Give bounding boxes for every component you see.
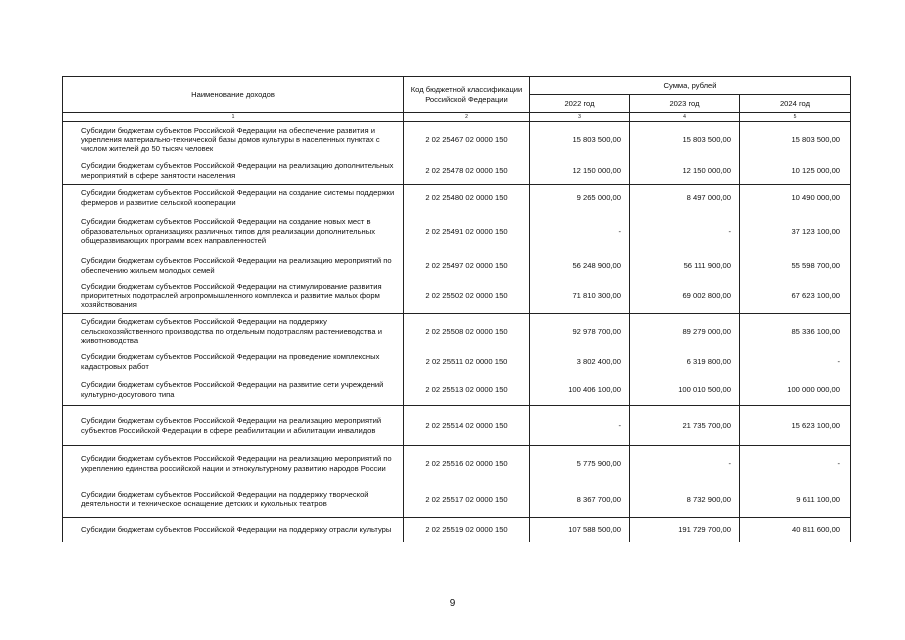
row-code: 2 02 25467 02 0000 150: [404, 122, 530, 158]
header-year-2023: 2023 год: [630, 95, 740, 113]
row-name: Субсидии бюджетам субъектов Российской Федерации на реализацию дополнительных мероприятий в сфере занятости населения: [63, 158, 404, 185]
row-amount-2024: -: [740, 446, 851, 482]
row-name: Субсидии бюджетам субъектов Российской Федерации на реализацию мероприятий по обеспечению жильем молодых семей: [63, 253, 404, 279]
table-row: [63, 482, 851, 518]
row-amount-2022: 3 802 400,00: [530, 349, 630, 375]
column-number: 4: [630, 113, 740, 122]
row-code: 2 02 25497 02 0000 150: [404, 253, 530, 279]
row-amount-2023: 100 010 500,00: [630, 375, 740, 406]
column-number: 2: [404, 113, 530, 122]
header-sum: Сумма, рублей: [530, 77, 851, 95]
row-amount-2022: 107 588 500,00: [530, 518, 630, 542]
row-code: 2 02 25502 02 0000 150: [404, 279, 530, 314]
table-row: [63, 279, 851, 314]
row-amount-2023: 8 732 900,00: [630, 482, 740, 518]
row-amount-2022: -: [530, 211, 630, 253]
table-row: [63, 253, 851, 279]
header-year-2024: 2024 год: [740, 95, 851, 113]
table-row: [63, 518, 851, 542]
row-name: Субсидии бюджетам субъектов Российской Федерации на реализацию мероприятий по укреплению единства российской нации и этнокультурному развитию народов России: [63, 446, 404, 482]
row-amount-2024: 10 125 000,00: [740, 158, 851, 185]
column-number: 5: [740, 113, 851, 122]
row-amount-2024: 15 803 500,00: [740, 122, 851, 158]
row-amount-2024: 37 123 100,00: [740, 211, 851, 253]
row-name: Субсидии бюджетам субъектов Российской Федерации на поддержку творческой деятельности и техническое оснащение детских и кукольных театров: [63, 482, 404, 518]
row-code: 2 02 25516 02 0000 150: [404, 446, 530, 482]
table-row: [63, 349, 851, 375]
row-name: Субсидии бюджетам субъектов Российской Федерации на стимулирование развития приоритетных подотраслей агропромышленного комплекса и развитие малых форм хозяйствования: [63, 279, 404, 314]
row-amount-2022: 100 406 100,00: [530, 375, 630, 406]
row-amount-2023: 8 497 000,00: [630, 185, 740, 211]
row-name: Субсидии бюджетам субъектов Российской Федерации на создание системы поддержки фермеров и развитие сельской кооперации: [63, 185, 404, 211]
row-amount-2023: 12 150 000,00: [630, 158, 740, 185]
row-code: 2 02 25491 02 0000 150: [404, 211, 530, 253]
row-amount-2024: 40 811 600,00: [740, 518, 851, 542]
row-code: 2 02 25478 02 0000 150: [404, 158, 530, 185]
table-row: [63, 446, 851, 482]
row-amount-2023: -: [630, 211, 740, 253]
revenue-table: [62, 76, 851, 542]
row-amount-2022: 15 803 500,00: [530, 122, 630, 158]
table-row: [63, 185, 851, 211]
header-code: Код бюджетной классификации Российской Федерации: [404, 77, 530, 113]
row-name: Субсидии бюджетам субъектов Российской Федерации на проведение комплексных кадастровых работ: [63, 349, 404, 375]
column-number: 1: [63, 113, 404, 122]
row-code: 2 02 25514 02 0000 150: [404, 406, 530, 446]
row-amount-2023: 69 002 800,00: [630, 279, 740, 314]
column-number: 3: [530, 113, 630, 122]
row-name: Субсидии бюджетам субъектов Российской Федерации на поддержку сельскохозяйственного производства по отдельным подотраслям растениеводства и животноводства: [63, 314, 404, 349]
row-amount-2023: 6 319 800,00: [630, 349, 740, 375]
row-name: Субсидии бюджетам субъектов Российской Федерации на реализацию мероприятий субъектов Российской Федерации в сфере реабилитации и абилитации инвалидов: [63, 406, 404, 446]
row-amount-2024: 55 598 700,00: [740, 253, 851, 279]
row-amount-2024: 85 336 100,00: [740, 314, 851, 349]
row-name: Субсидии бюджетам субъектов Российской Федерации на развитие сети учреждений культурно-досугового типа: [63, 375, 404, 406]
row-amount-2024: 100 000 000,00: [740, 375, 851, 406]
row-amount-2022: 92 978 700,00: [530, 314, 630, 349]
row-code: 2 02 25513 02 0000 150: [404, 375, 530, 406]
row-amount-2024: 10 490 000,00: [740, 185, 851, 211]
table-row: [63, 211, 851, 253]
row-amount-2023: 56 111 900,00: [630, 253, 740, 279]
row-code: 2 02 25519 02 0000 150: [404, 518, 530, 542]
row-code: 2 02 25517 02 0000 150: [404, 482, 530, 518]
header-year-2022: 2022 год: [530, 95, 630, 113]
row-amount-2022: 5 775 900,00: [530, 446, 630, 482]
row-amount-2022: 56 248 900,00: [530, 253, 630, 279]
row-amount-2022: 71 810 300,00: [530, 279, 630, 314]
table-row: [63, 158, 851, 185]
table-row: [63, 375, 851, 406]
row-amount-2024: 9 611 100,00: [740, 482, 851, 518]
page-number: 9: [449, 598, 456, 609]
row-amount-2023: 191 729 700,00: [630, 518, 740, 542]
row-code: 2 02 25511 02 0000 150: [404, 349, 530, 375]
table-row: [63, 406, 851, 446]
table-row: [63, 122, 851, 158]
row-amount-2022: -: [530, 406, 630, 446]
row-amount-2023: 15 803 500,00: [630, 122, 740, 158]
row-code: 2 02 25508 02 0000 150: [404, 314, 530, 349]
row-amount-2022: 9 265 000,00: [530, 185, 630, 211]
header-name: Наименование доходов: [63, 77, 404, 113]
row-code: 2 02 25480 02 0000 150: [404, 185, 530, 211]
table-row: [63, 314, 851, 349]
row-amount-2023: -: [630, 446, 740, 482]
row-amount-2024: -: [740, 349, 851, 375]
row-amount-2022: 8 367 700,00: [530, 482, 630, 518]
row-amount-2024: 67 623 100,00: [740, 279, 851, 314]
row-name: Субсидии бюджетам субъектов Российской Федерации на обеспечение развития и укрепления материально-технической базы домов культуры в населенных пунктах с числом жителей до 50 тысяч человек: [63, 122, 404, 158]
row-name: Субсидии бюджетам субъектов Российской Федерации на поддержку отрасли культуры: [63, 518, 404, 542]
row-name: Субсидии бюджетам субъектов Российской Федерации на создание новых мест в образовательных организациях различных типов для реализации дополнительных общеразвивающих программ всех направленностей: [63, 211, 404, 253]
row-amount-2024: 15 623 100,00: [740, 406, 851, 446]
row-amount-2023: 89 279 000,00: [630, 314, 740, 349]
row-amount-2022: 12 150 000,00: [530, 158, 630, 185]
row-amount-2023: 21 735 700,00: [630, 406, 740, 446]
